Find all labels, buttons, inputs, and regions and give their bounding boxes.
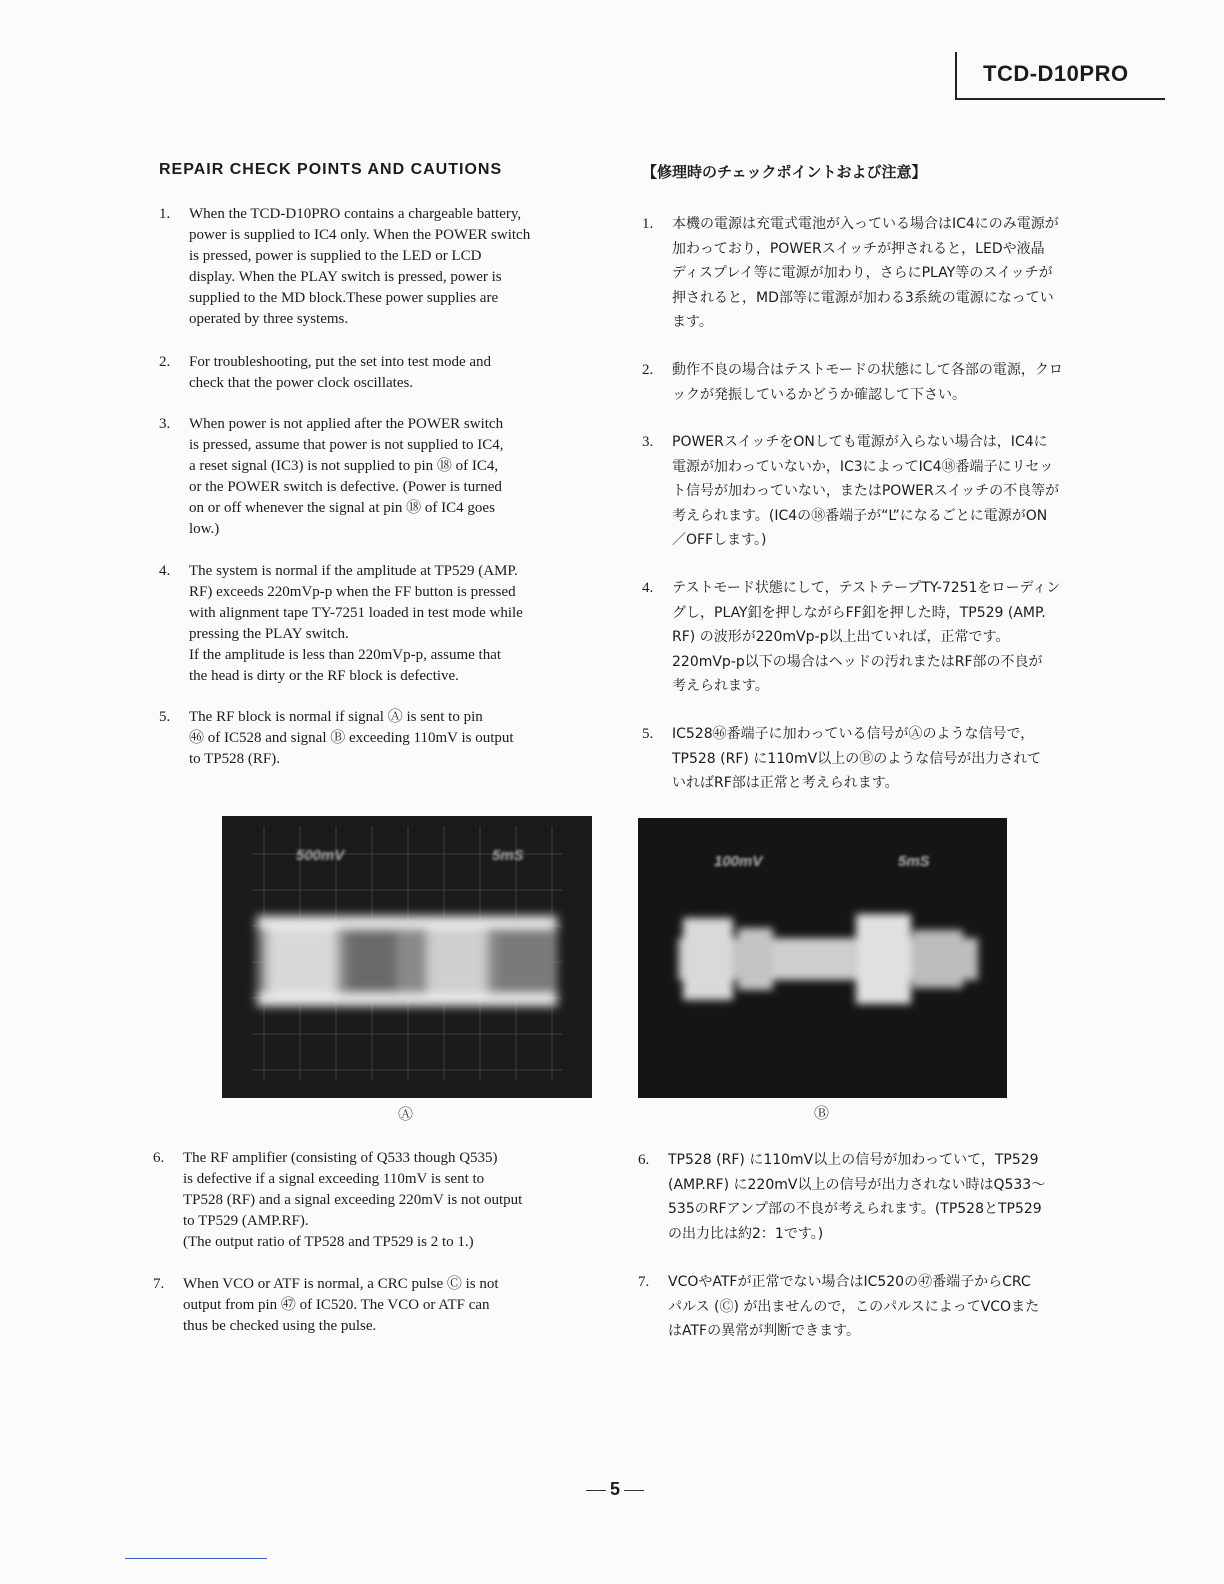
section-heading-japanese: 【修理時のチェックポイントおよび注意】 <box>642 163 927 181</box>
scan-artifact-line <box>125 1558 267 1559</box>
oscilloscope-photo-b <box>638 818 1007 1098</box>
section-heading-english: REPAIR CHECK POINTS AND CAUTIONS <box>159 161 503 178</box>
scope-b-volts: 100mV <box>714 853 763 870</box>
scope-b-label: Ⓑ <box>814 1104 830 1122</box>
page-number: 5 <box>582 1479 648 1500</box>
oscilloscope-photo-a <box>222 816 592 1098</box>
model-title: TCD-D10PRO <box>983 61 1129 86</box>
scope-a-label: Ⓐ <box>398 1105 414 1123</box>
scope-a-volts: 500mV <box>296 847 345 864</box>
scope-b-time: 5mS <box>898 853 930 870</box>
scope-a-time: 5mS <box>492 847 524 864</box>
